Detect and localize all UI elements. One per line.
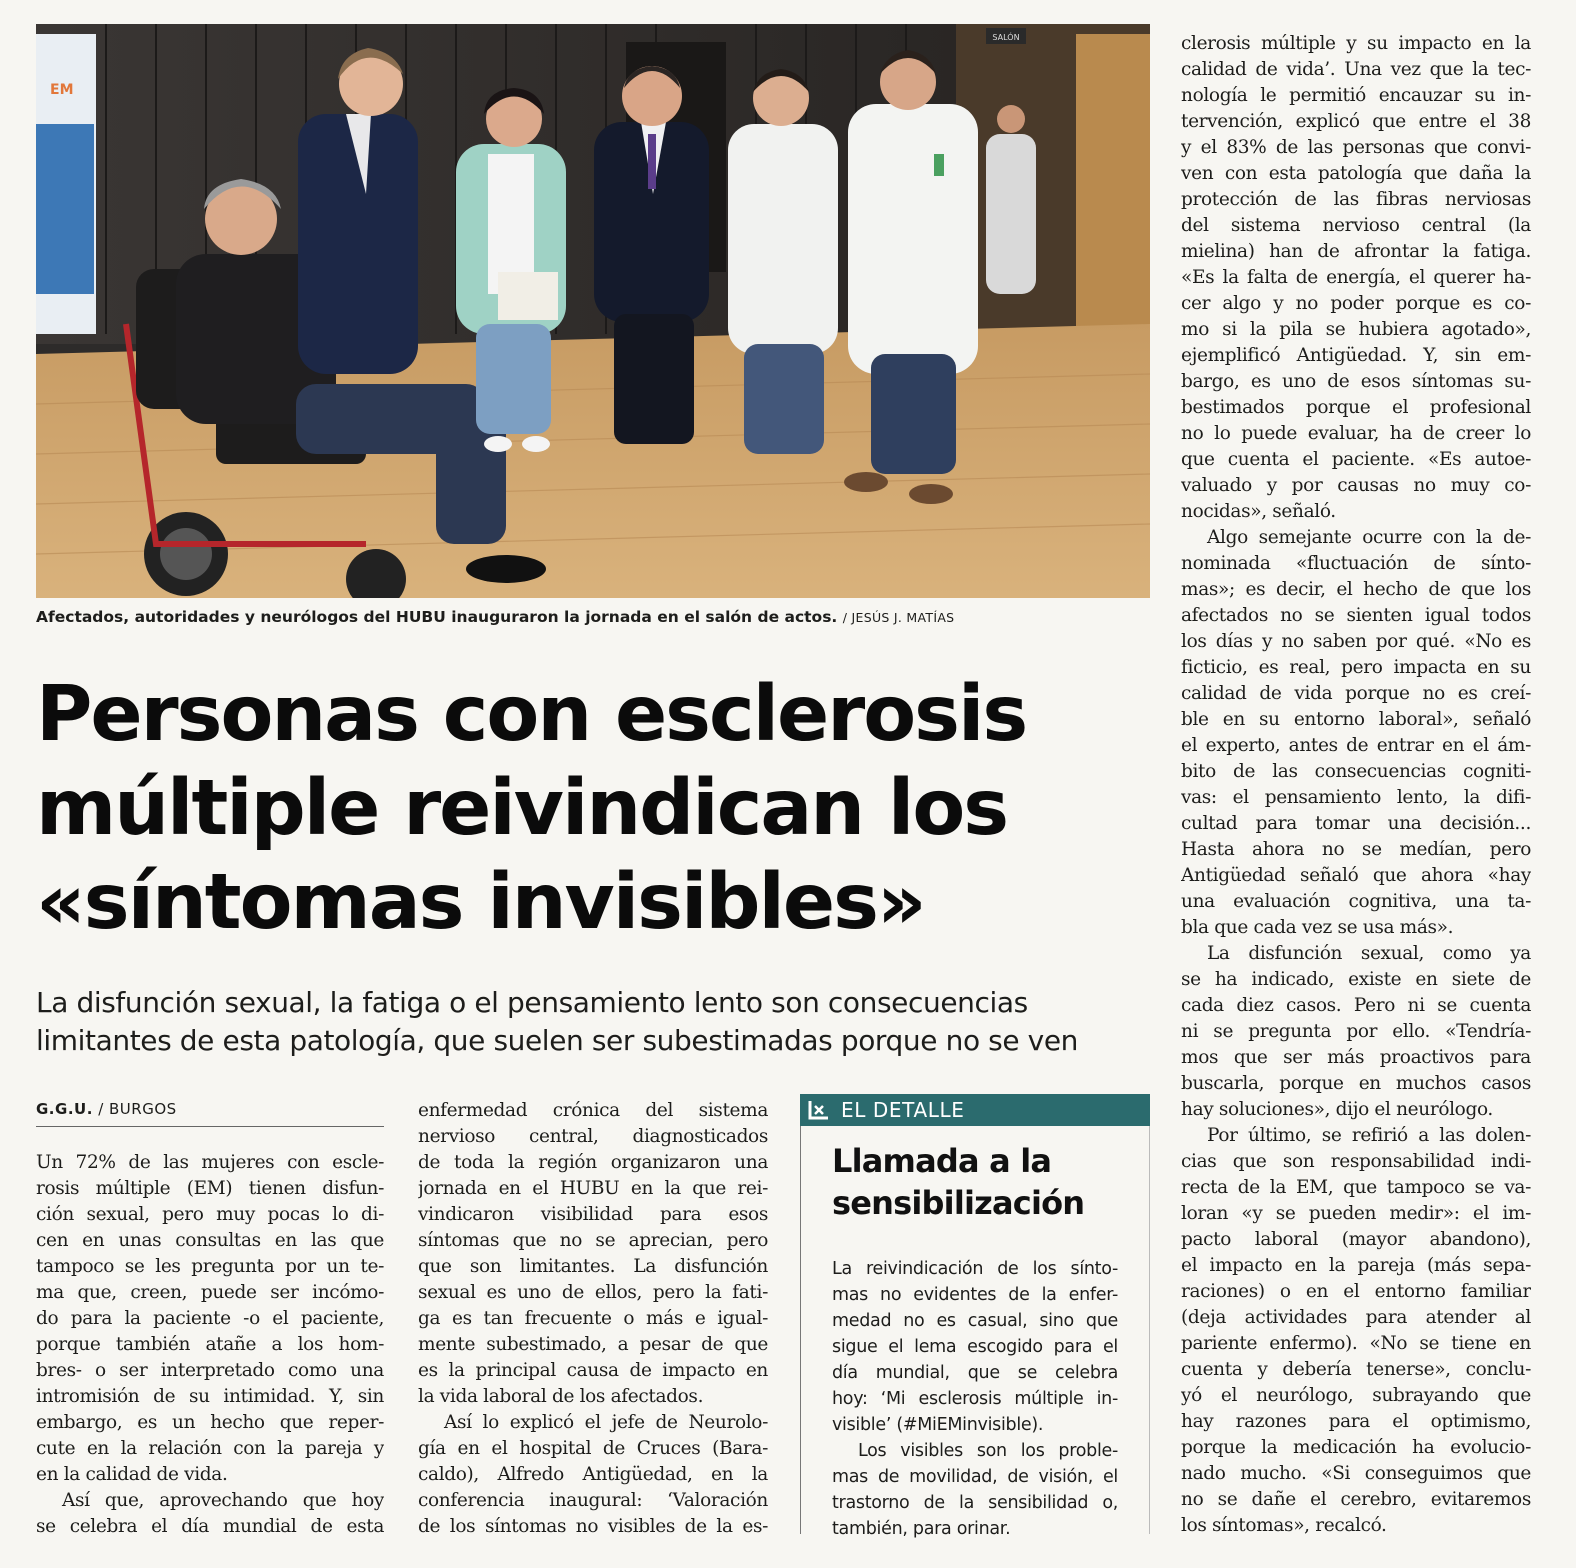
text-line: cuenta y debería tenerse», conclu- <box>1181 1359 1531 1380</box>
text-line: no se dañe el cerebro, evitaremos <box>1181 1489 1531 1510</box>
text-line: hay razones para el optimismo, <box>1181 1411 1531 1432</box>
text-line: ejemplificó Antigüedad. Y, sin em- <box>1181 345 1531 366</box>
text-line: de los síntomas no visibles de la es- <box>418 1516 768 1537</box>
text-line: porque también atañe a los hom- <box>36 1334 384 1355</box>
text-line: La reivindicación de los sínto- <box>832 1259 1118 1279</box>
article-column-4 <box>1181 31 1531 1539</box>
sidebar-body <box>832 1256 1118 1542</box>
text-line: en la calidad de vida. <box>36 1464 228 1485</box>
text-line: Así que, aprovechando que hoy <box>62 1490 384 1511</box>
text-line: mas no evidentes de la enfer- <box>832 1285 1118 1305</box>
text-line: Un 72% de las mujeres con escle- <box>36 1152 384 1173</box>
sidebar-title-line: Llamada a la <box>832 1142 1052 1180</box>
text-line: nocidas», señaló. <box>1181 501 1336 522</box>
text-line: el experto, antes de entrar en el ám- <box>1181 735 1531 756</box>
article-column-2 <box>418 1098 768 1540</box>
text-line: es la principal causa de impacto en <box>418 1360 768 1381</box>
text-line: Antigüedad señaló que ahora «hay <box>1181 865 1531 886</box>
byline <box>36 1100 384 1127</box>
text-line: enfermedad crónica del sistema <box>418 1100 768 1121</box>
text-line: los síntomas», recalcó. <box>1181 1515 1387 1536</box>
text-line: afectados no se sienten igual todos <box>1181 605 1531 626</box>
text-line: trastorno de la sensibilidad o, <box>832 1493 1118 1513</box>
text-line: mos que ser más proactivos para <box>1181 1047 1531 1068</box>
text-line: tampoco se les pregunta por un te- <box>36 1256 384 1277</box>
text-line: bres- o ser interpretado como una <box>36 1360 384 1381</box>
text-line: cen en unas consultas en las que <box>36 1230 384 1251</box>
sidebar-title <box>832 1140 1132 1224</box>
text-line: cada diez casos. Pero ni se cuenta <box>1181 995 1531 1016</box>
text-line: pacto laboral (mayor abandono), <box>1181 1229 1531 1250</box>
text-line: protección de las fibras nerviosas <box>1181 189 1531 210</box>
text-line: de toda la región organizaron una <box>418 1152 768 1173</box>
text-line: intromisión de su intimidad. Y, sin <box>36 1386 384 1407</box>
text-line: buscarla, porque en muchos casos <box>1181 1073 1531 1094</box>
text-line: hay soluciones», dijo el neurólogo. <box>1181 1099 1493 1120</box>
subtitle-line: La disfunción sexual, la fatiga o el pensamiento lento son consecuencias <box>36 986 1028 1019</box>
text-line: la vida laboral de los afectados. <box>418 1386 704 1407</box>
text-line: Algo semejante ocurre con la de- <box>1207 527 1531 548</box>
text-line: sigue el lema escogido para el <box>832 1337 1118 1357</box>
subtitle <box>36 984 1146 1060</box>
text-line: valuado y por causas no muy co- <box>1181 475 1531 496</box>
text-line: calidad de vida porque no es creí- <box>1181 683 1531 704</box>
text-line: el impacto en la pareja (más sepa- <box>1181 1255 1531 1276</box>
text-line: sexual es uno de ellos, pero la fati- <box>418 1282 768 1303</box>
text-line: nado mucho. «Si conseguimos que <box>1181 1463 1531 1484</box>
text-line: jornada en el HUBU en la que rei- <box>418 1178 768 1199</box>
text-line: tervención, explicó que entre el 38 <box>1181 111 1531 132</box>
text-line: raciones) o en el entorno familiar <box>1181 1281 1531 1302</box>
text-line: bla que cada vez se usa más». <box>1181 917 1454 938</box>
subtitle-line: limitantes de esta patología, que suelen ser subestimadas porque no se ven <box>36 1024 1079 1057</box>
text-line: ción sexual, pero muy pocas lo di- <box>36 1204 384 1225</box>
headline <box>36 668 1136 950</box>
text-line: caldo), Alfredo Antigüedad, en la <box>418 1464 768 1485</box>
text-line: mielina) han de afrontar la fatiga. <box>1181 241 1531 262</box>
text-line: do para la paciente -o el paciente, <box>36 1308 384 1329</box>
text-line: Los visibles son los proble- <box>858 1441 1118 1461</box>
text-line: hoy: ‘Mi esclerosis múltiple in- <box>832 1389 1118 1409</box>
text-line: loran «y se pueden medir»: el im- <box>1181 1203 1531 1224</box>
text-line: mente subestimado, a pesar de que <box>418 1334 768 1355</box>
text-line: (deja actividades para atender al <box>1181 1307 1531 1328</box>
headline-line: múltiple reivindican los <box>36 764 1008 853</box>
text-line: vindicaron visibilidad para esos <box>418 1204 768 1225</box>
text-line: una evaluación cognitiva, una ta- <box>1181 891 1531 912</box>
text-line: ma que, creen, puede ser incómo- <box>36 1282 384 1303</box>
text-line: se celebra el día mundial de esta <box>36 1516 384 1537</box>
text-line: día mundial, que se celebra <box>832 1363 1118 1383</box>
text-line: nervioso central, diagnosticados <box>418 1126 768 1147</box>
text-line: mas»; es decir, el hecho de que los <box>1181 579 1531 600</box>
text-line: embargo, es un hecho que reper- <box>36 1412 384 1433</box>
sidebar-divider <box>800 1126 801 1534</box>
text-line: Por último, se refirió a las dolen- <box>1207 1125 1531 1146</box>
text-line: cias que son responsabilidad indi- <box>1181 1151 1531 1172</box>
text-line: que cuenta el paciente. «Es autoe- <box>1181 449 1531 470</box>
text-line: bestimados porque el profesional <box>1181 397 1531 418</box>
text-line: clerosis múltiple y su impacto en la <box>1181 33 1531 54</box>
text-line: visible’ (#MiEMinvisible). <box>832 1415 1044 1435</box>
text-line: Así lo explicó el jefe de Neurolo- <box>444 1412 768 1433</box>
text-line: cultad para tomar una decisión... <box>1181 813 1531 834</box>
text-line: medad no es casual, sino que <box>832 1311 1118 1331</box>
text-line: mas de movilidad, de visión, el <box>832 1467 1118 1487</box>
text-line: y el 83% de las personas que convi- <box>1181 137 1531 158</box>
photo-illustration <box>36 24 1150 598</box>
column-divider <box>1149 1126 1150 1534</box>
headline-line: «síntomas invisibles» <box>36 858 925 947</box>
text-line: que son limitantes. La disfunción <box>418 1256 768 1277</box>
byline-location: / BURGOS <box>98 1100 177 1118</box>
text-line: ficticio, es real, pero impacta en su <box>1181 657 1531 678</box>
byline-author: G.G.U. <box>36 1100 93 1118</box>
article-column-1 <box>36 1150 384 1540</box>
text-line: ven con esta patología que daña la <box>1181 163 1531 184</box>
text-line: no lo puede evaluar, ha de creer lo <box>1181 423 1531 444</box>
text-line: nología le permitió encauzar su in- <box>1181 85 1531 106</box>
text-line: Hasta ahora no se medían, pero <box>1181 839 1531 860</box>
text-line: porque la medicación ha evolucio- <box>1181 1437 1531 1458</box>
text-line: también, para orinar. <box>832 1519 1011 1539</box>
text-line: síntomas que no se aprecian, pero <box>418 1230 768 1251</box>
caption-text: Afectados, autoridades y neurólogos del HUBU inauguraron la jornada en el salón de actos. <box>36 608 838 626</box>
text-line: bito de las consecuencias cogniti- <box>1181 761 1531 782</box>
text-line: mo si la pila se hubiera agotado», <box>1181 319 1531 340</box>
headline-line: Personas con esclerosis <box>36 670 1027 759</box>
text-line: rosis múltiple (EM) tienen disfun- <box>36 1178 384 1199</box>
text-line: recta de la EM, que tampoco se va- <box>1181 1177 1531 1198</box>
text-line: ni se pregunta por ello. «Tendría- <box>1181 1021 1531 1042</box>
text-line: del sistema nervioso central (la <box>1181 215 1531 236</box>
sidebar-title-line: sensibilización <box>832 1184 1085 1222</box>
text-line: yó el neurólogo, subrayando que <box>1181 1385 1531 1406</box>
photo-credit: / JESÚS J. MATÍAS <box>842 610 955 625</box>
text-line: «Es la falta de energía, el querer ha- <box>1181 267 1531 288</box>
text-line: vas: el pensamiento lento, la difi- <box>1181 787 1531 808</box>
text-line: calidad de vida’. Una vez que la tec- <box>1181 59 1531 80</box>
photo-caption <box>36 608 1150 626</box>
text-line: ble en su entorno laboral», señaló <box>1181 709 1531 730</box>
text-line: los días y no saben por qué. «No es <box>1181 631 1531 652</box>
text-line: La disfunción sexual, como ya <box>1207 943 1531 964</box>
text-line: cute en la relación con la pareja y <box>36 1438 384 1459</box>
room-sign-text: SALÓN <box>992 33 1020 42</box>
banner-text: EM <box>50 82 74 98</box>
text-line: ga es tan frecuente o más e igual- <box>418 1308 768 1329</box>
article-photo <box>36 24 1150 598</box>
magnifier-icon <box>806 1098 832 1122</box>
text-line: gía en el hospital de Cruces (Bara- <box>418 1438 768 1459</box>
text-line: conferencia inaugural: ‘Valoración <box>418 1490 768 1511</box>
text-line: bargo, es uno de esos síntomas su- <box>1181 371 1531 392</box>
detail-label: EL DETALLE <box>841 1098 965 1122</box>
text-line: cer algo y no poder porque es co- <box>1181 293 1531 314</box>
text-line: pariente enfermo). «No se tiene en <box>1181 1333 1531 1354</box>
detail-label-bar <box>800 1094 1150 1126</box>
text-line: nominada «fluctuación de sínto- <box>1181 553 1531 574</box>
text-line: se ha indicado, existe en siete de <box>1181 969 1531 990</box>
